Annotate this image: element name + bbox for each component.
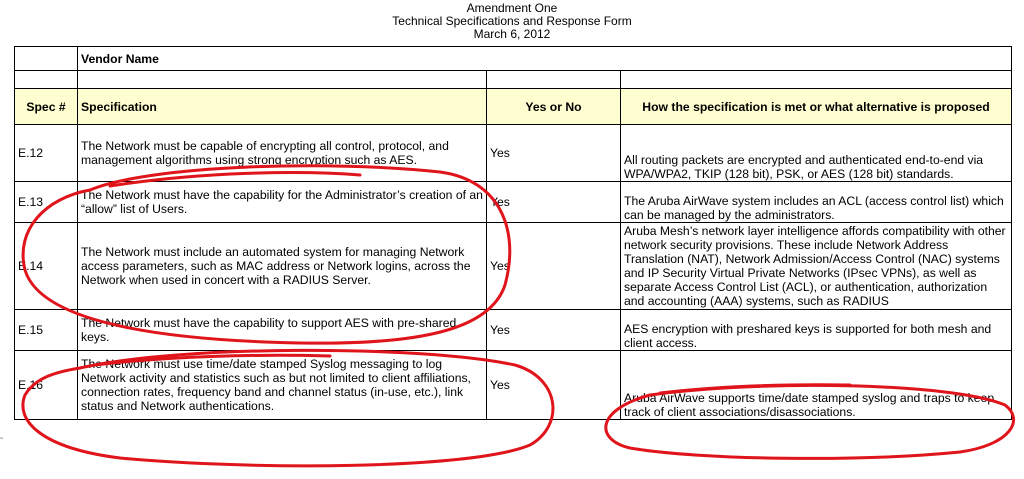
spec-response: AES encryption with preshared keys is supported for both mesh and client access. [621, 310, 1012, 351]
spec-response: All routing packets are encrypted and authenticated end-to-end via WPA/WPA2, TKIP (128 bit), PSK, or AES (128 bit) standards. [621, 125, 1012, 182]
col-header-yes-no: Yes or No [487, 89, 621, 125]
document-header [0, 2, 1024, 41]
spec-description: The Network must have the capability for the Administrator’s creation of an “allow” list of Users. [78, 182, 487, 223]
spec-response: Aruba AirWave supports time/date stamped syslog and traps to keep track of client associations/disassociations. [621, 351, 1012, 420]
table-row [15, 310, 1012, 351]
spec-answer: Yes [487, 125, 621, 182]
margin-mark: - [0, 433, 4, 444]
spec-number: E.16 [15, 351, 78, 420]
header-amendment: Amendment One [466, 1, 558, 15]
vendor-row [15, 47, 1012, 71]
spec-description: The Network must be capable of encrypting all control, protocol, and management algorithms using strong encryption such as AES. [78, 125, 487, 182]
spec-description: The Network must use time/date stamped Syslog messaging to log Network activity and statistics such as but not limited to client affiliations, connection rates, frequency band and channel status (in-use, etc.), link status and Network authentications. [78, 351, 487, 420]
header-form-title: Technical Specifications and Response Form [392, 14, 632, 28]
spec-number: E.13 [15, 182, 78, 223]
spec-answer: Yes [487, 351, 621, 420]
vendor-blank-cell [15, 47, 78, 71]
table-row [15, 351, 1012, 420]
table-row [15, 223, 1012, 310]
col-header-how: How the specification is met or what alternative is proposed [621, 89, 1012, 125]
spec-number: E.15 [15, 310, 78, 351]
table-row [15, 125, 1012, 182]
header-date: March 6, 2012 [473, 27, 551, 41]
spec-answer: Yes [487, 310, 621, 351]
blank-row [15, 71, 1012, 89]
spec-description: The Network must have the capability to support AES with pre-shared keys. [78, 310, 487, 351]
vendor-name-label: Vendor Name [78, 47, 1012, 71]
table-row [15, 182, 1012, 223]
spec-description: The Network must include an automated system for managing Network access parameters, such as MAC address or Network logins, across the Network when used in concert with a RADIUS Server. [78, 223, 487, 310]
spec-number: E.14 [15, 223, 78, 310]
spec-answer: Yes [487, 182, 621, 223]
spec-table [14, 46, 1012, 420]
spec-number: E.12 [15, 125, 78, 182]
spec-response: Aruba Mesh’s network layer intelligence affords compatibility with other network security provisions. These include Network Address Translation (NAT), Network Admission/Access Control (NAC) systems and IP Security Virtual Private Networks (IPsec VPNs), as well as separate Access Control List (ACL), or authentication, authorization and accounting (AAA) systems, such as RADIUS [621, 223, 1012, 310]
spec-answer: Yes [487, 223, 621, 310]
column-header-row [15, 89, 1012, 125]
col-header-specification: Specification [78, 89, 487, 125]
col-header-spec-num: Spec # [15, 89, 78, 125]
spec-response: The Aruba AirWave system includes an ACL (access control list) which can be managed by the administrators. [621, 182, 1012, 223]
